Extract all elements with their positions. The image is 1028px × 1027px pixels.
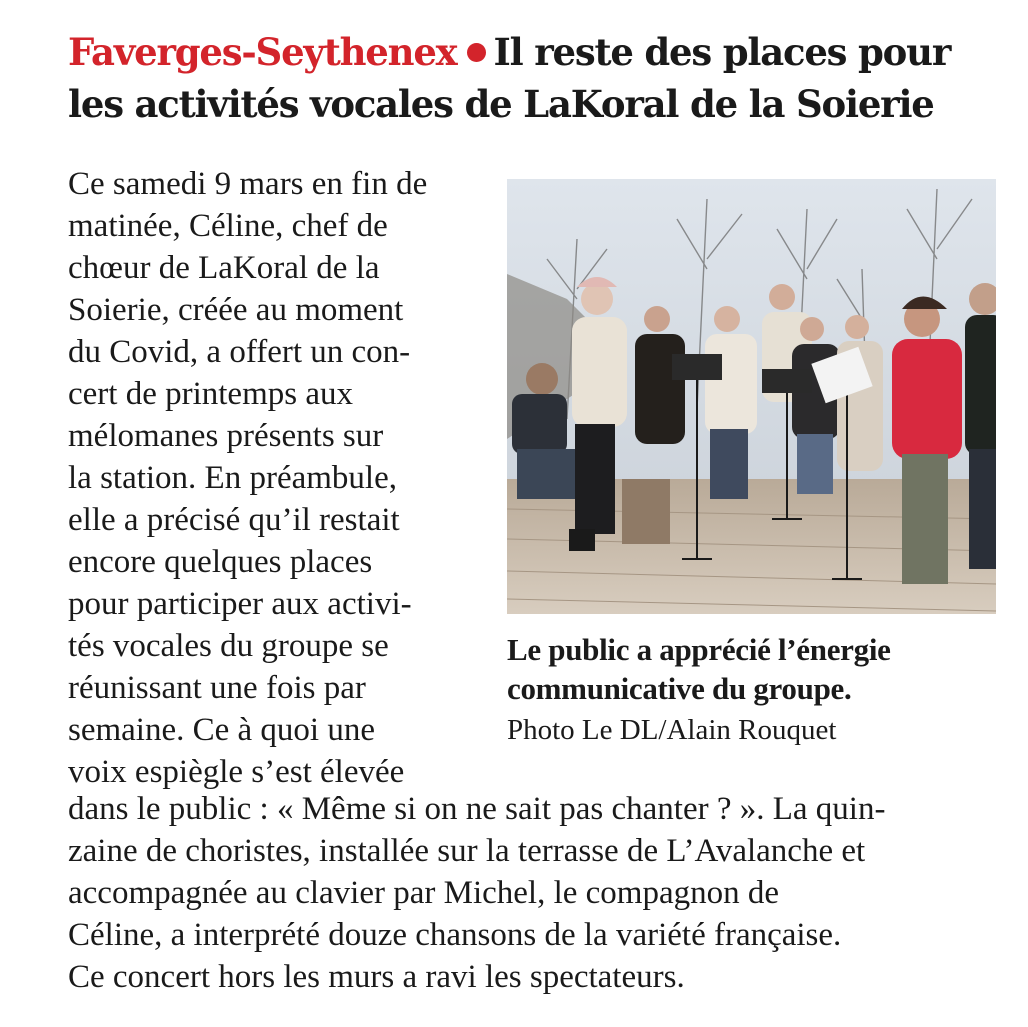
- body-line: Ce samedi 9 mars en fin de: [68, 166, 428, 202]
- body-line: pour participer aux activi-: [68, 586, 412, 622]
- body-line: mélomanes présents sur: [68, 418, 384, 454]
- body-line: matinée, Céline, chef de: [68, 208, 388, 244]
- body-line: réunissant une fois par: [68, 670, 366, 706]
- body-line: encore quelques places: [68, 544, 373, 580]
- body-line: la station. En préambule,: [68, 460, 397, 496]
- article-headline: [68, 26, 1008, 130]
- photo-credit: Photo Le DL/Alain Rouquet: [507, 714, 837, 746]
- body-line: voix espiègle s’est élevée: [68, 754, 405, 790]
- headline-location: Faverges-Seythenex: [68, 30, 457, 74]
- caption-line-2: communicative du groupe.: [507, 671, 852, 706]
- body-line: tés vocales du groupe se: [68, 628, 389, 664]
- bullet-dot-icon: [467, 43, 486, 62]
- body-line: dans le public : « Même si on ne sait pas chanter ? ». La quin-: [68, 791, 886, 827]
- body-line: Céline, a interprété douze chansons de la variété française.: [68, 917, 842, 953]
- headline-line-1: Il reste des places pour: [493, 30, 951, 74]
- body-line: semaine. Ce à quoi une: [68, 712, 375, 748]
- body-line: accompagnée au clavier par Michel, le compagnon de: [68, 875, 779, 911]
- article-photo: [507, 179, 996, 614]
- headline-line-2: les activités vocales de LaKoral de la Soierie: [68, 82, 934, 126]
- body-line: cert de printemps aux: [68, 376, 353, 412]
- photo-caption: [507, 630, 1007, 708]
- caption-line-1: Le public a apprécié l’énergie: [507, 632, 891, 667]
- body-line: chœur de LaKoral de la: [68, 250, 380, 286]
- body-line: zaine de choristes, installée sur la terrasse de L’Avalanche et: [68, 833, 866, 869]
- body-line: Soierie, créée au moment: [68, 292, 404, 328]
- body-line: elle a précisé qu’il restait: [68, 502, 400, 538]
- body-line: Ce concert hors les murs a ravi les spectateurs.: [68, 959, 685, 995]
- choir-photo-icon: [507, 179, 996, 614]
- body-line: du Covid, a offert un con-: [68, 334, 411, 370]
